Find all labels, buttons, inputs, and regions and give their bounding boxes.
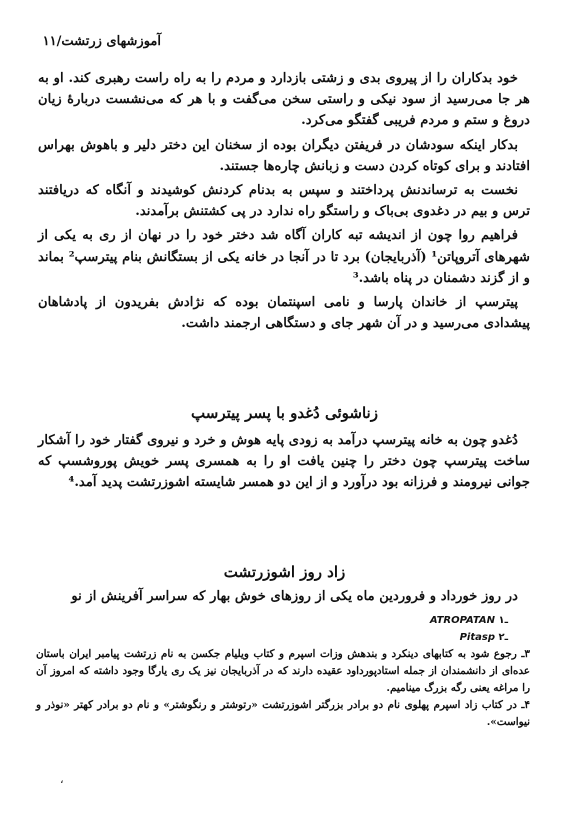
section-heading-marriage: زناشوئی دُغدو با پسر پیترسپ (191, 404, 378, 422)
paragraph: در روز خورداد و فروردین ماه یکی از روزهای خوش بهار که سراسر آفرینش از نو (71, 589, 518, 604)
footnote-number: ۲ـ (498, 632, 508, 643)
paragraph: فراهیم روا چون از اندیشه تبه کاران آگاه شد دختر خود را در نهان از ری به یکی از شهرهای آتروپاتن¹ (آذربایجان) برد تا در آنجا در خانه یکی از بستگانش بنام پیترسپ² بماند و از گزند دشمنان در پناه باشد.³ (38, 228, 531, 286)
paragraph: بدکار اینکه سودشان در فریفتن دیگران بوده از سخنان این دختر دلیر و باهوش بهراس افتادند و برای کوتاه کردن دست و زبانش چاره‌ها جستند. (38, 137, 530, 174)
footnote-number: ۱ـ (498, 615, 508, 626)
footnote-text: ATROPATAN (429, 615, 495, 626)
body-section-3 (38, 586, 530, 610)
footnote-text: Pitasp (459, 632, 495, 643)
paragraph: پیترسپ از خاندان پارسا و نامی اسپنتمان بوده که نژادش بفریدون از پادشاهان پیشدادی می‌رسید و در آن شهر جای و دستگاهی ارجمند داشت. (38, 295, 530, 332)
footnote-2 (36, 629, 530, 646)
paragraph: دُغدو چون به خانه پیترسپ درآمد به زودی پایه هوش و خرد و نیروی گفتار خود را آشکار ساخت پیترسپ چون دختر را چنین یافت او را به همسری پسر خویش پوروشسپ که جوانی نیرومند و فرزانه بود درآورد و از این دو همسر شایسته اشوزرتشت پدید آمد.⁴ (38, 433, 530, 491)
running-header: آموزشهای زرتشت/۱۱ (42, 34, 161, 49)
footnote-1 (36, 612, 530, 629)
paragraph: خود بدکاران را از پیروی بدی و زشتی بازدارد و مردم را به راه راست رهبری کند. او به هر جا می‌رسید از سود نیکی و راستی سخن می‌گفت و با هر که می‌نشست دربارهٔ زیان دروغ و ستم و مردم فریبی گفتگو می‌کرد. (38, 71, 530, 129)
footnote-3: ۳ـ رجوع شود به کتابهای دینکرد و بندهش وزات اسپرم و کتاب ویلیام جکسن به نام زرتشت پیامبر ایران باستان عده‌ای از دانشمندان از جمله استادپورداود عقیده دارند که در آذربایجان نیز یک ری یارگا وجود داشته که امروز آن را مراغه یعنی رگه بزرگ مینامیم. (36, 648, 530, 694)
paragraph: نخست به ترساندنش پرداختند و سپس به بدنام کردنش کوشیدند و آنگاه که دریافتند ترس و بیم در دغدوی بی‌باک و راستگو راه ندارد در پی کشتنش برآمدند. (38, 183, 530, 220)
body-section-1 (38, 68, 530, 337)
footnote-4: ۴ـ در کتاب زاد اسپرم پهلوی نام دو برادر بزرگتر اشوزرتشت «رتوشتر و رنگوشتر» و نام دو برادر کهتر «نوذر و نیواست». (36, 699, 530, 728)
section-heading-birthday: زاد روز اشوزرتشت (223, 563, 346, 581)
body-section-2 (38, 430, 530, 497)
footnotes (36, 612, 530, 731)
page-mark: ، (60, 773, 64, 786)
